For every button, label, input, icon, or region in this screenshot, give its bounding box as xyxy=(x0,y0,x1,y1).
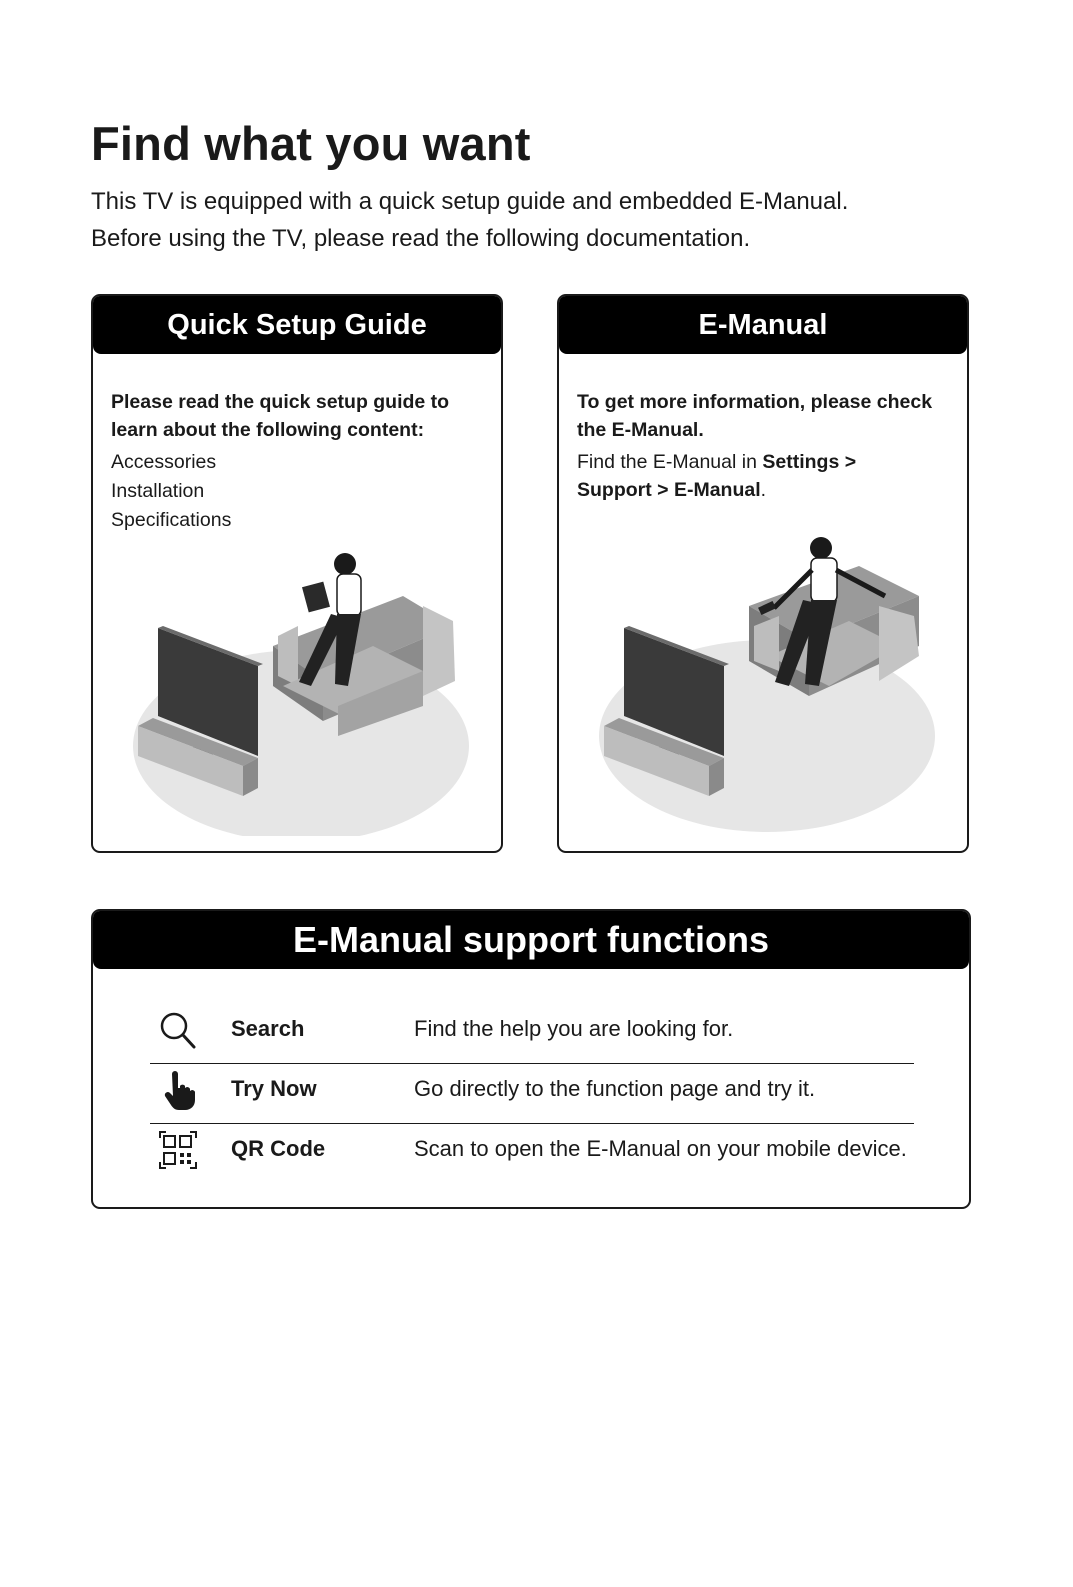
pointer-hand-icon xyxy=(158,1070,198,1110)
emanual-path-2: Support > E-Manual xyxy=(577,479,761,501)
emanual-path-1: Settings > xyxy=(762,451,857,473)
emanual-lead: To get more information, please check the E-Manual. xyxy=(577,391,933,441)
quick-setup-lead: Please read the quick setup guide to learn about the following content: xyxy=(111,391,450,441)
quick-setup-card xyxy=(91,294,503,853)
emanual-location xyxy=(577,448,967,504)
function-desc: Find the help you are looking for. xyxy=(414,1016,734,1041)
list-item: Accessories xyxy=(111,451,217,473)
intro-text xyxy=(91,183,848,257)
quick-setup-header: Quick Setup Guide xyxy=(93,296,501,354)
function-name: Try Now xyxy=(231,1076,317,1101)
table-row xyxy=(150,1124,914,1184)
quick-setup-list xyxy=(111,448,501,535)
table-row xyxy=(150,1064,914,1124)
emanual-header: E-Manual xyxy=(559,296,967,354)
person-reading-manual-on-sofa-icon xyxy=(123,536,473,836)
qr-code-icon xyxy=(158,1130,198,1170)
person-with-remote-on-sofa-icon xyxy=(589,536,939,836)
emanual-location-prefix: Find the E-Manual in xyxy=(577,451,763,473)
support-header: E-Manual support functions xyxy=(93,911,969,969)
function-name: Search xyxy=(231,1016,305,1041)
search-icon xyxy=(158,1010,198,1050)
function-name: QR Code xyxy=(231,1136,326,1161)
emanual-card xyxy=(557,294,969,853)
emanual-location-suffix: . xyxy=(760,479,767,501)
table-row xyxy=(150,1004,914,1064)
list-item: Installation xyxy=(111,480,205,502)
list-item: Specifications xyxy=(111,509,232,531)
intro-line-1: This TV is equipped with a quick setup guide and embedded E-Manual. xyxy=(91,188,849,215)
support-functions-card xyxy=(91,909,971,1209)
support-table xyxy=(150,1004,914,1184)
function-desc: Go directly to the function page and try it. xyxy=(414,1076,816,1101)
function-desc: Scan to open the E-Manual on your mobile device. xyxy=(414,1136,907,1161)
page-title: Find what you want xyxy=(91,117,531,170)
intro-line-2: Before using the TV, please read the following documentation. xyxy=(91,225,751,252)
